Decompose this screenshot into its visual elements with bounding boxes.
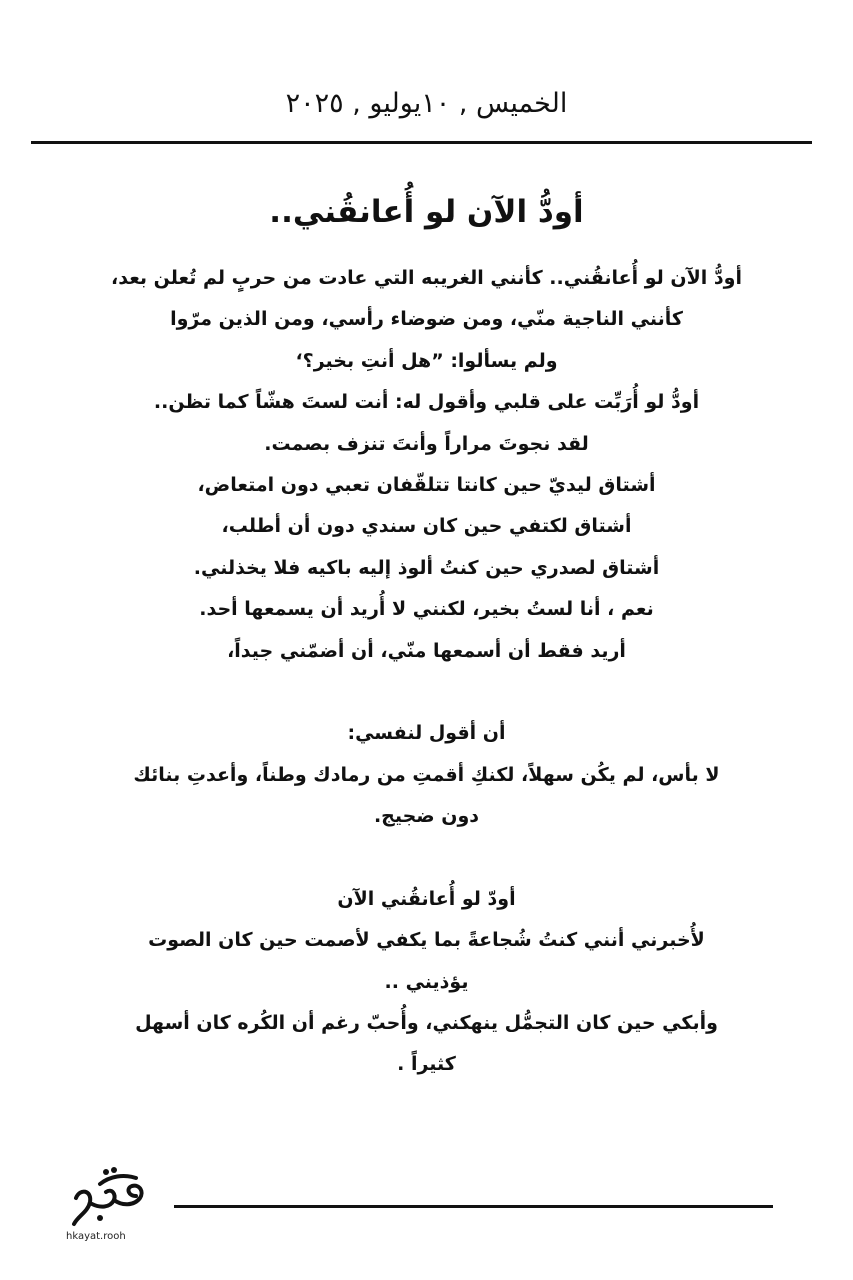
poem-line: أودُّ الآن لو أُعانقُني.. كأنني الغريبه التي عادت من حربٍ لم تُعلن بعد،	[111, 267, 742, 289]
poem-line: أشتاق لكتفي حين كان سندي دون أن أطلب،	[221, 515, 632, 538]
poem-line: أشتاق ليديّ حين كانتا تتلقّفان تعبي دون امتعاض،	[197, 473, 656, 496]
poem-line: لا بأس، لم يكُن سهلاً، لكنكِ أقمتِ من رمادك وطناً، وأعدتِ بنائك	[133, 763, 720, 786]
poem-line: ولم يسألوا: ”هل أنتِ بخير؟‘	[295, 349, 558, 372]
calligraphy-logo-icon	[70, 1158, 150, 1228]
social-handle: hkayat.rooh	[66, 1231, 126, 1242]
poem-line: أودُّ لو أُرَبِّت على قلبي وأقول له: أنت لستَ هشّاً كما تظن..	[153, 391, 700, 414]
poem-line: دون ضجيج.	[373, 805, 480, 828]
poem-line: كثيراً .	[397, 1053, 456, 1076]
poem-body	[40, 258, 813, 1086]
poem-line: نعم ، أنا لستُ بخير، لكنني لا أُريد أن يسمعها أحد.	[199, 598, 654, 621]
poem-line: أودّ لو أُعانقُني الآن	[337, 887, 516, 910]
footer	[0, 1150, 853, 1250]
poem-title: أودُّ الآن لو أُعانقُني..	[269, 194, 584, 230]
poem-line: كأنني الناجية منّي، ومن ضوضاء رأسي، ومن الذين مرّوا	[170, 308, 683, 331]
stanza-break	[40, 672, 813, 713]
poem-line: لقد نجوتَ مراراً وأنتَ تنزف بصمت.	[264, 432, 589, 455]
poem-line: لأُخبرني أنني كنتُ شُجاعةً بما يكفي لأصمت حين كان الصوت	[148, 929, 705, 952]
poem-line: أريد فقط أن أسمعها منّي، أن أضمّني جيداً،	[227, 639, 626, 662]
date-line: الخميس , ١٠يوليو , ٢٠٢٥	[285, 88, 568, 119]
poem-line: أشتاق لصدري حين كنتُ ألوذ إليه باكيه فلا يخذلني.	[193, 556, 660, 579]
stanza-break	[40, 837, 813, 878]
top-divider	[31, 141, 812, 144]
poem-line: أن أقول لنفسي:	[347, 722, 506, 745]
bottom-divider	[174, 1205, 773, 1208]
poem-line: وأبكي حين كان التجمُّل ينهكني، وأُحبّ رغم أن الكُره كان أسهل	[135, 1012, 718, 1035]
poem-line: يؤذيني ..	[384, 970, 469, 993]
